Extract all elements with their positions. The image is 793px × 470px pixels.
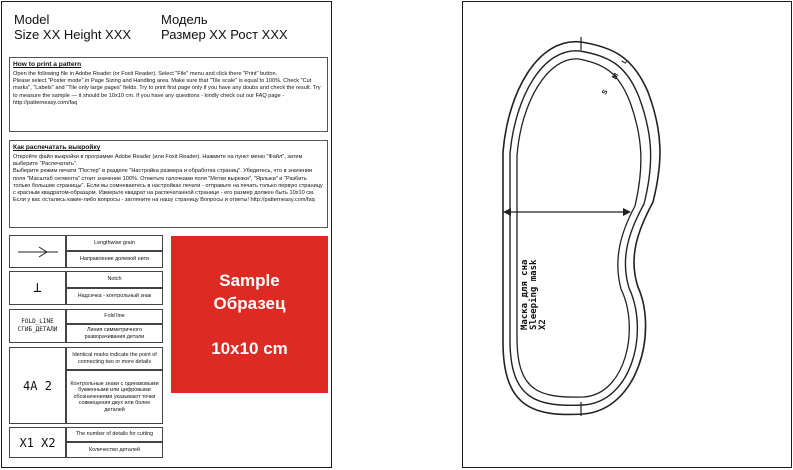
pattern-label-en: Sleeping mask (529, 259, 539, 330)
legend-marks-en: Identical marks indicate the point of connecting two or more details (66, 347, 163, 370)
grainline-arrow-tail (503, 208, 511, 216)
size-mark-m: M (611, 72, 621, 81)
size-mark-l: L (621, 57, 630, 66)
sample-size: 10x10 cm (211, 339, 288, 358)
fold-line-text-en: FOLD_LINE (21, 318, 54, 325)
instructions-en-body: Open the following file in Adobe Reader (or Foxit Reader). Select "File" menu and click there "Print" button. Please select "Poster mode" in Page Sizing and Handling area. Make sure that "Tile scale" is equal to 100%. Check "Cut marks", "Labels" and "Tile only large pages" fields. Try to print first page only if you have any doubs and check the result. Try to measure the sample — it should be 10x10 cm. If you have any questions - kindly check out our FAQ page - http://patterneasy.com/faq (13, 71, 321, 106)
legend-marks-ru: Контрольные знаки с одинаковыми буквенными или цифровыми обозначениями указывают точки совмещения двух или более деталей (66, 370, 163, 424)
pattern-label-ru: Маска для сна (520, 259, 530, 330)
model-label-en: Model (14, 12, 50, 27)
instructions-en-title: How to print a pattern (13, 61, 82, 68)
instructions-ru-title: Как распечатать выкройку (13, 144, 101, 151)
legend-row-grainline (9, 235, 163, 268)
legend-count-en: The number of details for cutting (66, 427, 163, 442)
size-label-en: Size XX Height XXX (14, 27, 132, 42)
grainline-arrow-head (623, 208, 631, 216)
instructions-ru-box (9, 140, 328, 228)
mask-outline-M (510, 51, 651, 406)
mask-outline-S (517, 59, 641, 397)
identical-marks-symbol: 4А 2 (9, 347, 66, 424)
sample-label-en: Sample (219, 271, 280, 290)
instructions-en-box (9, 57, 328, 132)
fold-line-symbol (9, 309, 66, 343)
size-label-ru: Размер XX Рост XXX (161, 27, 288, 42)
legend-grainline-ru: Направление долевой нити (66, 251, 163, 268)
legend-row-fold (9, 309, 163, 343)
pattern-sheet (462, 1, 792, 468)
mask-outline-L (503, 42, 660, 415)
legend-fold-en: Fold line (66, 309, 163, 324)
legend-row-marks (9, 347, 163, 424)
model-label-ru: Модель (161, 12, 208, 27)
instructions-ru-body: Откройте файл выкройки в программе Adobe Reader (или Foxit Reader). Нажмите на пункт меню "Файл", затем выберите "Распечатать". Выберите режим печати "Постер" в разделе "Настройка размера и обработка страниц". Убедитесь, что в значении поля "Масштаб сегмента" стоит значение 100%. Отметьте галочками поля "Метки вырезки", "Ярлыки" и "Разбить только большие страницы". Если вы сомневаетесь в настройках печати - отправьте на печать только первую страницу с красным квадратом-образцом. Измерьте квадрат на распечатанной странице - его размер должен быть 10х10 см. Если у вас остались какие-либо вопросы - загляните на нашу страницу Вопросы и ответы! http://patterneasy.com/faq (13, 154, 323, 204)
notch-icon: ⊥ (9, 271, 66, 305)
legend-count-ru: Количество деталей (66, 442, 163, 458)
info-sheet (1, 1, 332, 468)
legend-notch-en: Notch (66, 271, 163, 288)
legend-row-notch (9, 271, 163, 305)
legend-fold-ru: Линия симметричного разворачивания детали (66, 324, 163, 343)
legend-notch-ru: Надсечка - контрольный знак (66, 288, 163, 305)
grainline-arrow-icon (16, 245, 60, 259)
pattern-count: X2 (538, 319, 548, 330)
grainline-symbol (9, 235, 66, 268)
legend-grainline-en: Lengthwise grain (66, 235, 163, 251)
legend-row-count (9, 427, 163, 458)
sample-square (171, 236, 328, 393)
size-mark-s: S (601, 88, 610, 97)
pattern-drawing (463, 2, 793, 469)
sample-label-ru: Образец (213, 294, 286, 313)
detail-count-symbol: X1 X2 (9, 427, 66, 458)
fold-line-text-ru: СГИБ_ДЕТАЛИ (17, 326, 58, 333)
